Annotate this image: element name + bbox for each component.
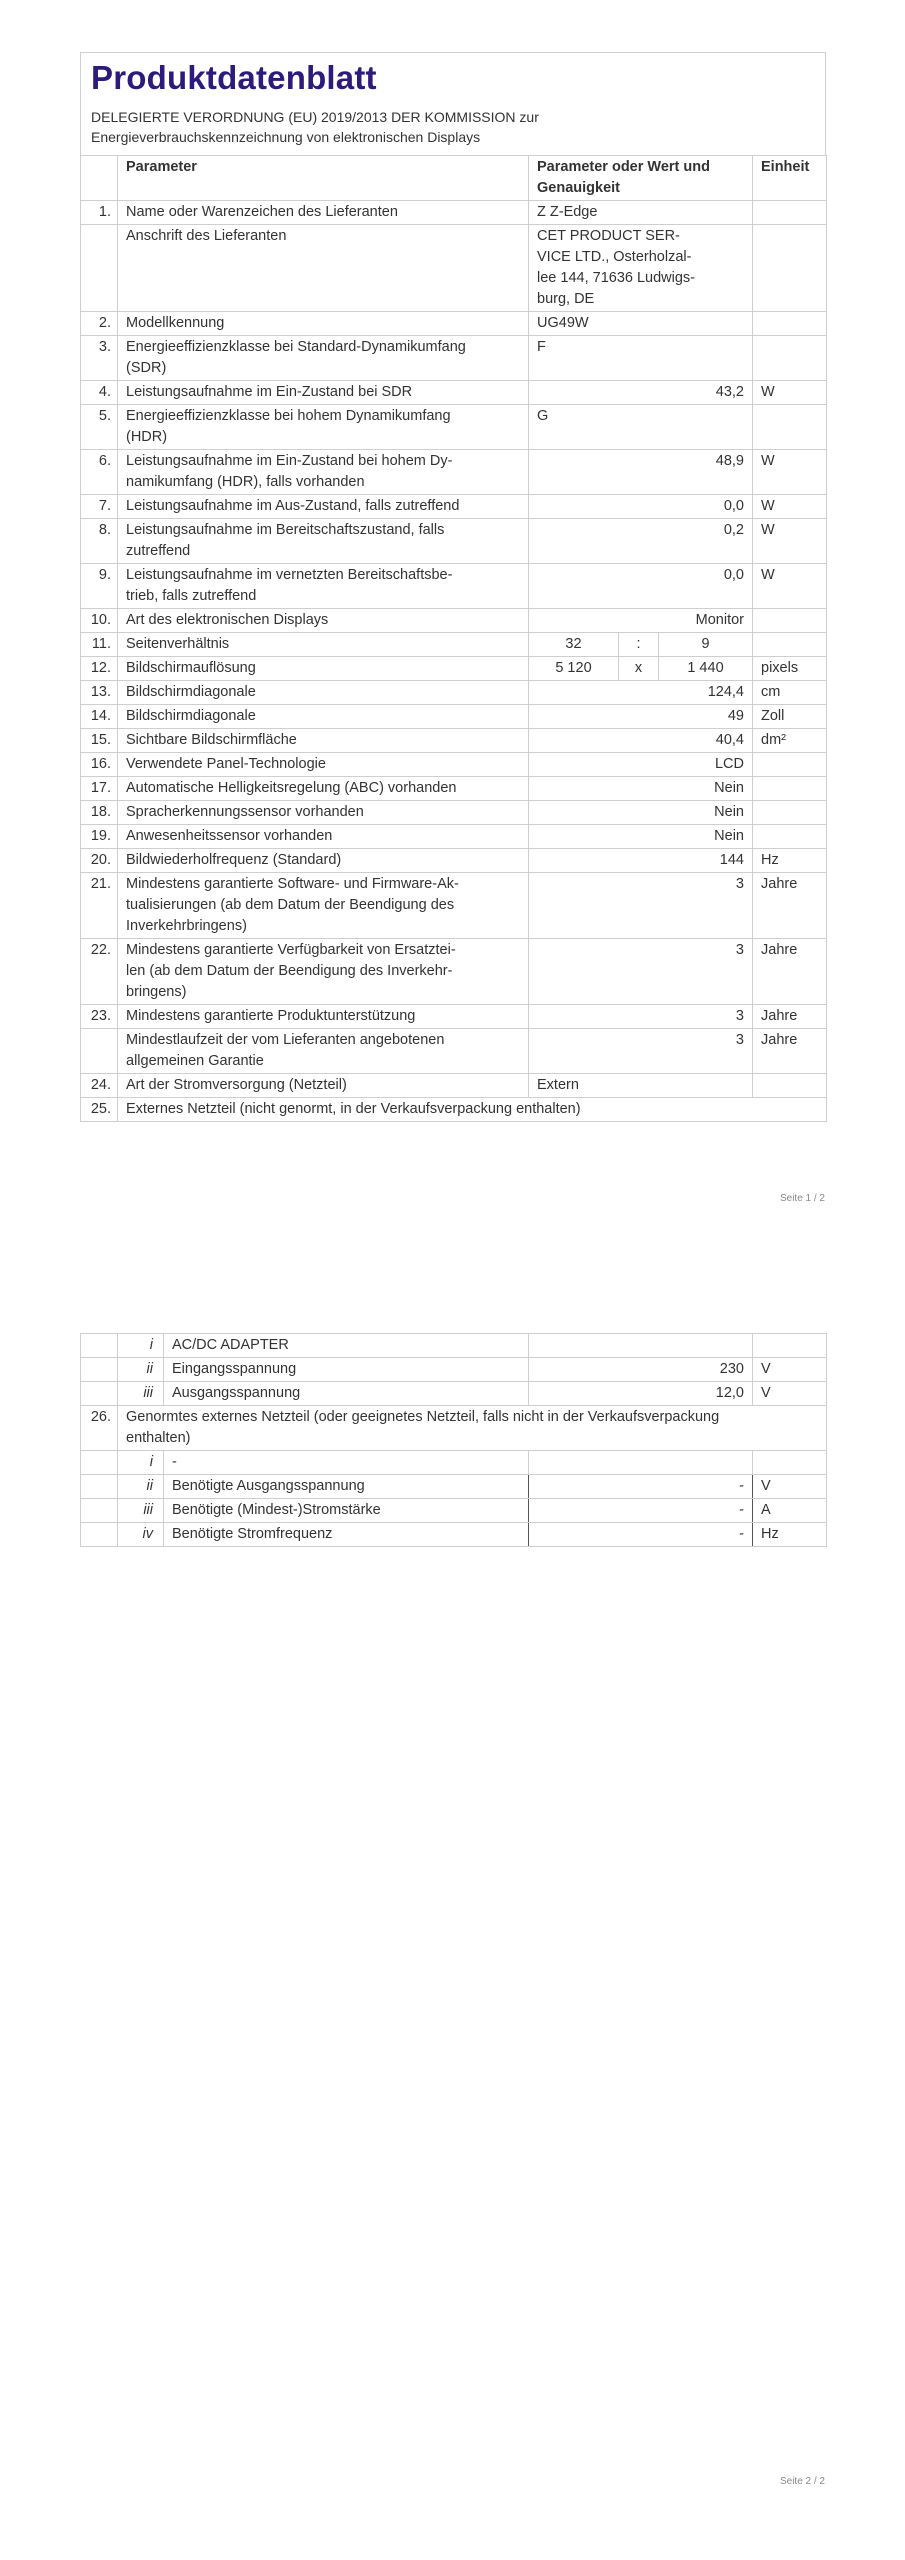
value-right: 1 440 — [659, 657, 753, 681]
row-value — [529, 225, 753, 312]
table-row — [81, 564, 827, 609]
table-row — [81, 405, 827, 450]
page-1 — [80, 52, 826, 1122]
row-parameter-line: tualisierungen (ab dem Datum der Beendigung des — [126, 897, 455, 913]
sub-row — [81, 1523, 827, 1547]
row-value: Z Z-Edge — [529, 201, 753, 225]
row-parameter — [118, 873, 529, 939]
row-parameter-line: Genormtes externes Netzteil (oder geeignetes Netzteil, falls nicht in der Verkaufsverpackung — [126, 1409, 720, 1425]
row-number: 15. — [81, 729, 118, 753]
row-number: 6. — [81, 450, 118, 495]
row-parameter — [118, 1406, 827, 1451]
table-header-row — [81, 156, 827, 201]
row-unit — [753, 777, 827, 801]
row-unit: Zoll — [753, 705, 827, 729]
row-number — [81, 225, 118, 312]
row-parameter — [118, 519, 529, 564]
product-data-table — [80, 155, 827, 1122]
row-number: 24. — [81, 1074, 118, 1098]
row-value: 3 — [529, 939, 753, 1005]
row-number-empty — [81, 1499, 118, 1523]
row-parameter-line: Leistungsaufnahme im Bereitschaftszustand, falls — [126, 522, 445, 538]
row-parameter-line: Mindestens garantierte Verfügbarkeit von Ersatztei- — [126, 942, 456, 958]
row-number: 18. — [81, 801, 118, 825]
row-number — [81, 1029, 118, 1074]
row-unit — [753, 201, 827, 225]
table-row — [81, 225, 827, 312]
row-parameter: Sichtbare Bildschirmfläche — [118, 729, 529, 753]
row-number: 2. — [81, 312, 118, 336]
sub-index: iii — [118, 1499, 164, 1523]
column-header-parameter: Parameter — [118, 156, 529, 201]
table-row — [81, 519, 827, 564]
table-row — [81, 705, 827, 729]
row-parameter-line: zutreffend — [126, 543, 191, 559]
sub-unit: V — [753, 1358, 827, 1382]
row-unit — [753, 225, 827, 312]
row-parameter: Bildschirmauflösung — [118, 657, 529, 681]
table-row — [81, 681, 827, 705]
page-number: Seite 2 / 2 — [779, 2476, 825, 2487]
row-unit — [753, 609, 827, 633]
row-unit — [753, 336, 827, 381]
row-number: 25. — [81, 1098, 118, 1122]
page-2 — [80, 1333, 826, 1547]
table-row — [81, 753, 827, 777]
row-number-empty — [81, 1358, 118, 1382]
row-value: 40,4 — [529, 729, 753, 753]
row-unit: cm — [753, 681, 827, 705]
row-number: 16. — [81, 753, 118, 777]
row-value-line: burg, DE — [537, 291, 595, 307]
row-parameter-line: enthalten) — [126, 1430, 191, 1446]
row-number: 20. — [81, 849, 118, 873]
row-number: 12. — [81, 657, 118, 681]
row-unit — [753, 801, 827, 825]
sub-index: i — [118, 1451, 164, 1475]
row-parameter-line: bringens) — [126, 984, 187, 1000]
row-parameter: Seitenverhältnis — [118, 633, 529, 657]
row-value: Nein — [529, 825, 753, 849]
sub-index: iii — [118, 1382, 164, 1406]
row-parameter-line: Energieeffizienzklasse bei Standard-Dynamikumfang — [126, 339, 466, 355]
sub-unit: A — [753, 1499, 827, 1523]
table-row — [81, 201, 827, 225]
table-row — [81, 939, 827, 1005]
row-parameter-line: Leistungsaufnahme im Ein-Zustand bei hohem Dy- — [126, 453, 453, 469]
row-value: 124,4 — [529, 681, 753, 705]
row-parameter: Automatische Helligkeitsregelung (ABC) vorhanden — [118, 777, 529, 801]
row-parameter — [118, 450, 529, 495]
row-unit: W — [753, 450, 827, 495]
row-parameter: Anschrift des Lieferanten — [118, 225, 529, 312]
row-parameter: Modellkennung — [118, 312, 529, 336]
row-parameter-line: (SDR) — [126, 360, 167, 376]
row-parameter: Anwesenheitssensor vorhanden — [118, 825, 529, 849]
sub-row — [81, 1358, 827, 1382]
regulation-line-1: DELEGIERTE VERORDNUNG (EU) 2019/2013 DER KOMMISSION zur — [91, 109, 539, 125]
row-parameter: Art des elektronischen Displays — [118, 609, 529, 633]
document-header — [80, 52, 826, 155]
row-parameter: Verwendete Panel-Technologie — [118, 753, 529, 777]
table-row — [81, 381, 827, 405]
sub-index: i — [118, 1334, 164, 1358]
sub-row — [81, 1451, 827, 1475]
sub-value: 230 — [529, 1358, 753, 1382]
row-number: 19. — [81, 825, 118, 849]
regulation-line-2: Energieverbrauchskennzeichnung von elektronischen Displays — [91, 129, 481, 145]
row-unit: Hz — [753, 849, 827, 873]
row-parameter: Leistungsaufnahme im Aus-Zustand, falls zutreffend — [118, 495, 529, 519]
sub-parameter: AC/DC ADAPTER — [164, 1334, 529, 1358]
sub-row — [81, 1499, 827, 1523]
row-number: 23. — [81, 1005, 118, 1029]
row-value: Monitor — [529, 609, 753, 633]
sub-parameter: Eingangsspannung — [164, 1358, 529, 1382]
row-parameter-line: allgemeinen Garantie — [126, 1053, 264, 1069]
row-number: 3. — [81, 336, 118, 381]
row-value: UG49W — [529, 312, 753, 336]
row-number: 14. — [81, 705, 118, 729]
row-unit — [753, 753, 827, 777]
sub-parameter: - — [164, 1451, 529, 1475]
row-parameter-line: Leistungsaufnahme im vernetzten Bereitschaftsbe- — [126, 567, 453, 583]
row-unit — [753, 1074, 827, 1098]
sub-row — [81, 1475, 827, 1499]
row-unit: Jahre — [753, 1005, 827, 1029]
sub-index: ii — [118, 1358, 164, 1382]
table-row — [81, 1406, 827, 1451]
row-parameter: Externes Netzteil (nicht genormt, in der Verkaufsverpackung enthalten) — [118, 1098, 827, 1122]
row-number: 13. — [81, 681, 118, 705]
value-left: 5 120 — [529, 657, 619, 681]
column-header-value-line-1: Parameter oder Wert und — [537, 159, 710, 175]
row-number: 11. — [81, 633, 118, 657]
table-row — [81, 1005, 827, 1029]
row-value: 3 — [529, 1029, 753, 1074]
row-value: 0,2 — [529, 519, 753, 564]
row-number: 4. — [81, 381, 118, 405]
row-unit: Jahre — [753, 1029, 827, 1074]
row-number: 8. — [81, 519, 118, 564]
column-header-value-line-2: Genauigkeit — [537, 180, 620, 196]
row-value: 3 — [529, 873, 753, 939]
row-value: 49 — [529, 705, 753, 729]
sub-unit: Hz — [753, 1523, 827, 1547]
row-parameter-line: trieb, falls zutreffend — [126, 588, 257, 604]
row-parameter: Bildschirmdiagonale — [118, 705, 529, 729]
table-row — [81, 495, 827, 519]
table-row — [81, 777, 827, 801]
row-unit — [753, 825, 827, 849]
sub-parameter: Benötigte Ausgangsspannung — [164, 1475, 529, 1499]
row-value: 0,0 — [529, 564, 753, 609]
row-parameter-line: Energieeffizienzklasse bei hohem Dynamikumfang — [126, 408, 451, 424]
row-parameter — [118, 336, 529, 381]
row-number: 26. — [81, 1406, 118, 1451]
row-parameter: Spracherkennungssensor vorhanden — [118, 801, 529, 825]
row-parameter: Bildwiederholfrequenz (Standard) — [118, 849, 529, 873]
sub-row — [81, 1334, 827, 1358]
row-number-empty — [81, 1451, 118, 1475]
row-unit: W — [753, 381, 827, 405]
sub-unit — [753, 1451, 827, 1475]
sub-value — [529, 1451, 753, 1475]
row-parameter-line: len (ab dem Datum der Beendigung des Inverkehr- — [126, 963, 453, 979]
row-unit — [753, 405, 827, 450]
row-value: Nein — [529, 777, 753, 801]
table-row — [81, 450, 827, 495]
sub-row — [81, 1382, 827, 1406]
table-row — [81, 1029, 827, 1074]
value-separator: x — [619, 657, 659, 681]
sub-unit: V — [753, 1475, 827, 1499]
row-number-empty — [81, 1382, 118, 1406]
column-header-unit: Einheit — [753, 156, 827, 201]
row-parameter — [118, 564, 529, 609]
table-row — [81, 729, 827, 753]
row-parameter — [118, 405, 529, 450]
row-parameter: Bildschirmdiagonale — [118, 681, 529, 705]
column-header-value — [529, 156, 753, 201]
row-unit — [753, 633, 827, 657]
row-number: 7. — [81, 495, 118, 519]
row-unit: W — [753, 564, 827, 609]
table-row — [81, 633, 827, 657]
sub-value: - — [529, 1475, 753, 1499]
row-unit: Jahre — [753, 873, 827, 939]
row-value: Extern — [529, 1074, 753, 1098]
row-number: 1. — [81, 201, 118, 225]
row-unit: W — [753, 519, 827, 564]
sub-index: ii — [118, 1475, 164, 1499]
table-row — [81, 849, 827, 873]
row-value: LCD — [529, 753, 753, 777]
row-number: 21. — [81, 873, 118, 939]
row-parameter-line: (HDR) — [126, 429, 168, 445]
row-value: G — [529, 405, 753, 450]
table-row — [81, 1098, 827, 1122]
row-unit: Jahre — [753, 939, 827, 1005]
table-row — [81, 336, 827, 381]
table-row — [81, 873, 827, 939]
sub-value: - — [529, 1499, 753, 1523]
row-number: 22. — [81, 939, 118, 1005]
row-parameter-line: Inverkehrbringens) — [126, 918, 247, 934]
row-parameter: Leistungsaufnahme im Ein-Zustand bei SDR — [118, 381, 529, 405]
table-row — [81, 609, 827, 633]
row-number: 9. — [81, 564, 118, 609]
row-value: 0,0 — [529, 495, 753, 519]
row-number: 5. — [81, 405, 118, 450]
table-row — [81, 1074, 827, 1098]
table-row — [81, 312, 827, 336]
sub-unit — [753, 1334, 827, 1358]
row-value: F — [529, 336, 753, 381]
row-parameter: Mindestens garantierte Produktunterstützung — [118, 1005, 529, 1029]
row-value: 144 — [529, 849, 753, 873]
row-value: Nein — [529, 801, 753, 825]
row-value-line: CET PRODUCT SER- — [537, 228, 680, 244]
row-parameter-line: Mindestlaufzeit der vom Lieferanten angebotenen — [126, 1032, 445, 1048]
sub-value: - — [529, 1523, 753, 1547]
sub-value: 12,0 — [529, 1382, 753, 1406]
row-unit: pixels — [753, 657, 827, 681]
table-row — [81, 657, 827, 681]
row-number: 10. — [81, 609, 118, 633]
sub-parameter: Benötigte Stromfrequenz — [164, 1523, 529, 1547]
row-unit — [753, 312, 827, 336]
sub-parameter: Benötigte (Mindest-)Stromstärke — [164, 1499, 529, 1523]
row-unit: W — [753, 495, 827, 519]
sub-unit: V — [753, 1382, 827, 1406]
sub-parameter: Ausgangsspannung — [164, 1382, 529, 1406]
row-parameter-line: Mindestens garantierte Software- und Firmware-Ak- — [126, 876, 459, 892]
table-row — [81, 825, 827, 849]
row-number-empty — [81, 1334, 118, 1358]
row-value-line: VICE LTD., Osterholzal- — [537, 249, 692, 265]
sub-index: iv — [118, 1523, 164, 1547]
row-number-empty — [81, 1475, 118, 1499]
row-parameter: Name oder Warenzeichen des Lieferanten — [118, 201, 529, 225]
value-right: 9 — [659, 633, 753, 657]
row-value: 3 — [529, 1005, 753, 1029]
row-value-line: lee 144, 71636 Ludwigs- — [537, 270, 696, 286]
row-number: 17. — [81, 777, 118, 801]
document-title: Produktdatenblatt — [91, 59, 377, 96]
sub-value — [529, 1334, 753, 1358]
row-parameter — [118, 1029, 529, 1074]
row-number-empty — [81, 1523, 118, 1547]
value-left: 32 — [529, 633, 619, 657]
row-unit: dm² — [753, 729, 827, 753]
power-supply-table — [80, 1333, 827, 1547]
row-parameter: Art der Stromversorgung (Netzteil) — [118, 1074, 529, 1098]
row-value: 48,9 — [529, 450, 753, 495]
row-parameter — [118, 939, 529, 1005]
page-number: Seite 1 / 2 — [779, 1193, 825, 1204]
row-parameter-line: namikumfang (HDR), falls vorhanden — [126, 474, 365, 490]
row-value: 43,2 — [529, 381, 753, 405]
table-row — [81, 801, 827, 825]
value-separator: : — [619, 633, 659, 657]
